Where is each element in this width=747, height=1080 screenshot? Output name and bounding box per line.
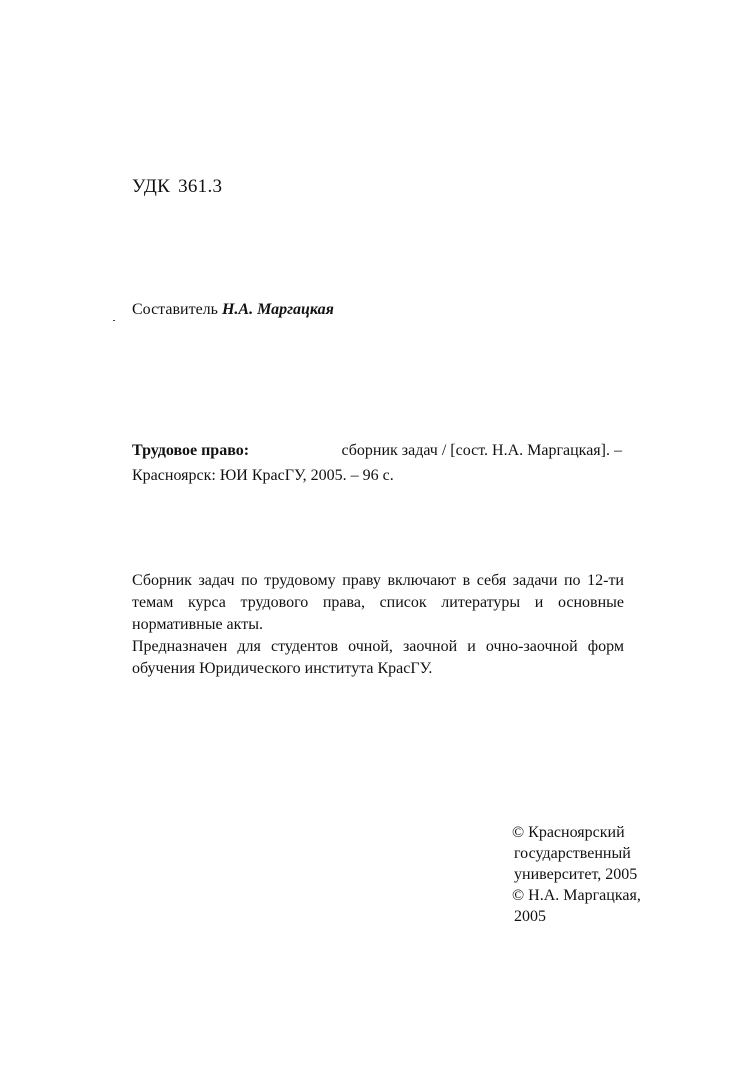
udk-label: УДК: [132, 176, 171, 197]
copyright-line-1: © Красноярский: [512, 824, 625, 841]
compiler-label: Составитель: [132, 301, 218, 318]
bibliographic-statement: сборник задач / [сост. Н.А. Маргацкая]. –: [341, 442, 622, 459]
compiler-line: [132, 301, 334, 319]
udk-index: [132, 176, 222, 198]
scan-speck: [113, 320, 115, 321]
copyright-line-2: государственный: [514, 845, 631, 862]
bibliographic-line-1: [132, 438, 622, 463]
udk-code: 361.3: [178, 176, 223, 197]
copyright-line-5: 2005: [514, 908, 546, 925]
copyright-line-4: © Н.А. Маргацкая,: [512, 887, 641, 904]
compiler-name: Н.А. Маргацкая: [221, 301, 334, 318]
abstract-paragraph-1: Сборник задач по трудовому праву включают в себя задачи по 12-ти темам курса трудового права, список литературы и основные нормативные акты.: [132, 572, 624, 633]
bibliographic-line-2: Красноярск: ЮИ КрасГУ, 2005. – 96 с.: [132, 467, 394, 484]
bibliographic-record: [132, 438, 622, 488]
abstract-paragraph-2: Предназначен для студентов очной, заочной и очно-заочной форм обучения Юридического института КрасГУ.: [132, 638, 624, 677]
book-title: Трудовое право:: [132, 442, 250, 459]
abstract: [132, 570, 624, 680]
copyright-block: [512, 822, 641, 927]
copyright-line-3: университет, 2005: [514, 866, 638, 883]
